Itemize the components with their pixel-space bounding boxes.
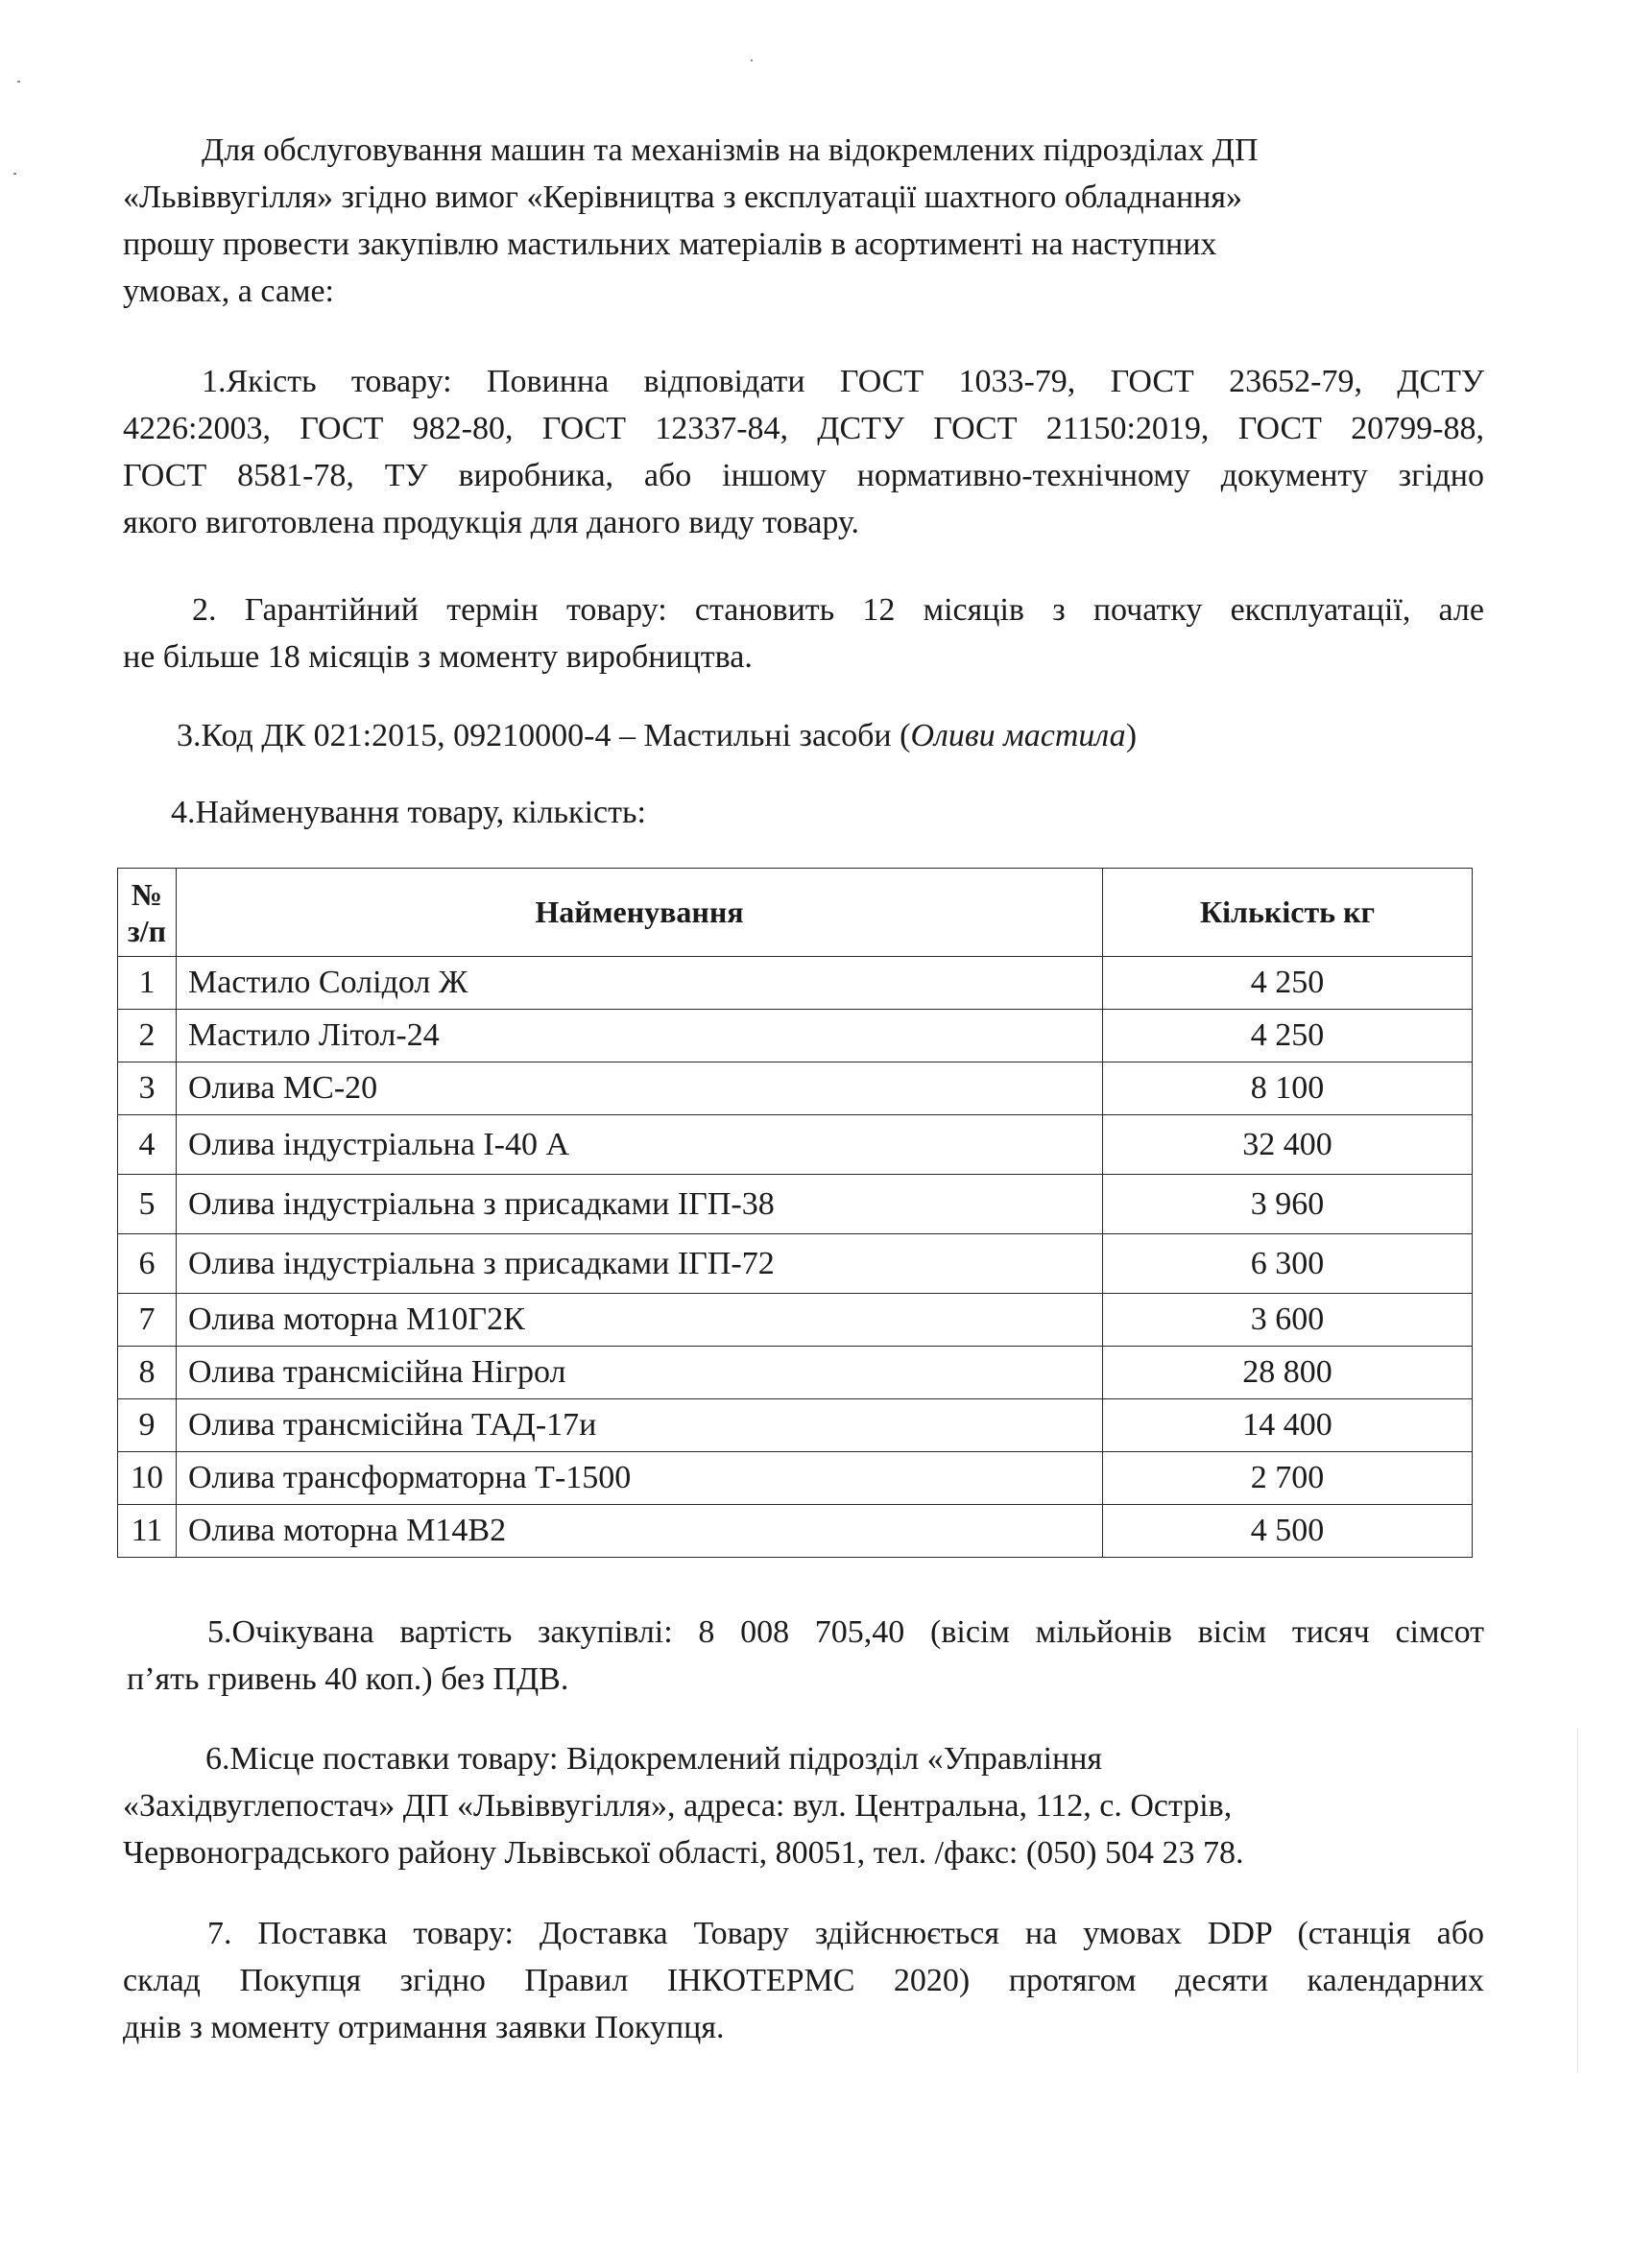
table-row (118, 957, 1473, 1010)
delivery-terms-paragraph (123, 1910, 1484, 2051)
row-number: 8 (118, 1347, 177, 1399)
cost-line: 5.Очікувана вартість закупівлі: 8 008 705,40 (вісім мільйонів вісім тисяч сімсот (207, 1614, 1484, 1650)
row-quantity: 3 600 (1103, 1294, 1473, 1347)
classifier-code (123, 712, 1484, 759)
row-name: Мастило Літол-24 (177, 1010, 1103, 1062)
row-quantity: 8 100 (1103, 1062, 1473, 1115)
row-number: 10 (118, 1452, 177, 1505)
header-number (118, 869, 177, 957)
row-name: Олива трансмісійна ТАД-17и (177, 1399, 1103, 1452)
delivery-terms-line: днів з моменту отримання заявки Покупця. (123, 2010, 725, 2045)
intro-line: Для обслуговування машин та механізмів на відокремлених підрозділах ДП (202, 132, 1259, 168)
delivery-terms-line: склад Покупця згідно Правил ІНКОТЕРМС 2020) протягом десяти календарних (123, 1963, 1484, 1998)
goods-heading-text: 4.Найменування товару, кількість: (171, 795, 646, 830)
row-quantity: 28 800 (1103, 1347, 1473, 1399)
row-name: Олива моторна М14В2 (177, 1505, 1103, 1558)
cost-line: п’ять гривень 40 коп.) без ПДВ. (127, 1661, 569, 1697)
row-quantity: 4 250 (1103, 1010, 1473, 1062)
delivery-place-line: Червоноградського району Львівської області, 80051, тел. /факс: (050) 504 23 78. (123, 1835, 1244, 1871)
row-name: Олива МС-20 (177, 1062, 1103, 1115)
row-name: Олива трансмісійна Нігрол (177, 1347, 1103, 1399)
warranty-line: не більше 18 місяців з моменту виробництва. (123, 639, 753, 675)
row-quantity: 32 400 (1103, 1115, 1473, 1175)
row-quantity: 3 960 (1103, 1175, 1473, 1234)
scan-speck (751, 60, 753, 61)
row-number: 11 (118, 1505, 177, 1558)
row-number: 9 (118, 1399, 177, 1452)
row-number: 3 (118, 1062, 177, 1115)
intro-paragraph (123, 127, 1484, 315)
cost-paragraph (123, 1609, 1484, 1703)
header-quantity: Кількість кг (1103, 869, 1473, 957)
delivery-terms-line: 7. Поставка товару: Доставка Товару здійснюється на умовах DDP (станція або (207, 1916, 1484, 1951)
row-number: 1 (118, 957, 177, 1010)
row-name: Олива індустріальна І-40 А (177, 1115, 1103, 1175)
row-quantity: 14 400 (1103, 1399, 1473, 1452)
goods-table (117, 868, 1473, 1558)
table-row (118, 1115, 1473, 1175)
table-row (118, 1010, 1473, 1062)
row-name: Олива моторна М10Г2К (177, 1294, 1103, 1347)
table-row (118, 1505, 1473, 1558)
delivery-place-line: «Західвуглепостач» ДП «Львіввугілля», адреса: вул. Центральна, 112, с. Острів, (123, 1788, 1233, 1824)
row-number: 7 (118, 1294, 177, 1347)
table-row (118, 1175, 1473, 1234)
delivery-place-line: 6.Місце поставки товару: Відокремлений підрозділ «Управління (205, 1741, 1103, 1777)
row-name: Олива трансформаторна Т-1500 (177, 1452, 1103, 1505)
row-name: Мастило Солідол Ж (177, 957, 1103, 1010)
row-quantity: 4 250 (1103, 957, 1473, 1010)
intro-line: «Львіввугілля» згідно вимог «Керівництва з експлуатації шахтного обладнання» (123, 179, 1242, 215)
warranty-paragraph (123, 586, 1484, 680)
table-row (118, 1399, 1473, 1452)
code-prefix: 3.Код ДК 021:2015, 09210000-4 – Мастильні засоби ( (177, 718, 911, 753)
header-number-abbr: з/п (127, 913, 167, 948)
goods-heading (123, 789, 1484, 836)
header-number-sign: № (131, 876, 163, 912)
quality-line: 4226:2003, ГОСТ 982-80, ГОСТ 12337-84, ДСТУ ГОСТ 21150:2019, ГОСТ 20799-88, (123, 411, 1484, 446)
quality-line: 1.Якість товару: Повинна відповідати ГОСТ 1033-79, ГОСТ 23652-79, ДСТУ (202, 364, 1484, 399)
quality-line: ГОСТ 8581-78, ТУ виробника, або іншому нормативно-технічному документу згідно (123, 458, 1484, 493)
intro-line: умовах, а саме: (123, 274, 335, 309)
code-suffix: ) (1125, 718, 1138, 753)
row-quantity: 4 500 (1103, 1505, 1473, 1558)
row-quantity: 6 300 (1103, 1234, 1473, 1294)
row-number: 2 (118, 1010, 177, 1062)
row-quantity: 2 700 (1103, 1452, 1473, 1505)
table-row (118, 1234, 1473, 1294)
header-name: Найменування (177, 869, 1103, 957)
table-header-row (118, 869, 1473, 957)
quality-line: якого виготовлена продукція для даного виду товару. (123, 505, 859, 540)
table-row (118, 1452, 1473, 1505)
table-row (118, 1294, 1473, 1347)
delivery-place-paragraph (123, 1735, 1484, 1876)
row-number: 6 (118, 1234, 177, 1294)
quality-paragraph (123, 358, 1484, 546)
row-name: Олива індустріальна з присадками ІГП-72 (177, 1234, 1103, 1294)
row-number: 5 (118, 1175, 177, 1234)
scan-speck (17, 81, 20, 83)
table-row (118, 1347, 1473, 1399)
warranty-line: 2. Гарантійний термін товару: становить 12 місяців з початку експлуатації, але (192, 592, 1484, 628)
scan-speck (13, 173, 16, 175)
scan-edge-line (1577, 1728, 1578, 2073)
intro-line: прошу провести закупівлю мастильних матеріалів в асортименті на наступних (123, 227, 1217, 262)
row-name: Олива індустріальна з присадками ІГП-38 (177, 1175, 1103, 1234)
table-row (118, 1062, 1473, 1115)
row-number: 4 (118, 1115, 177, 1175)
code-italic: Оливи мастила (910, 718, 1126, 753)
